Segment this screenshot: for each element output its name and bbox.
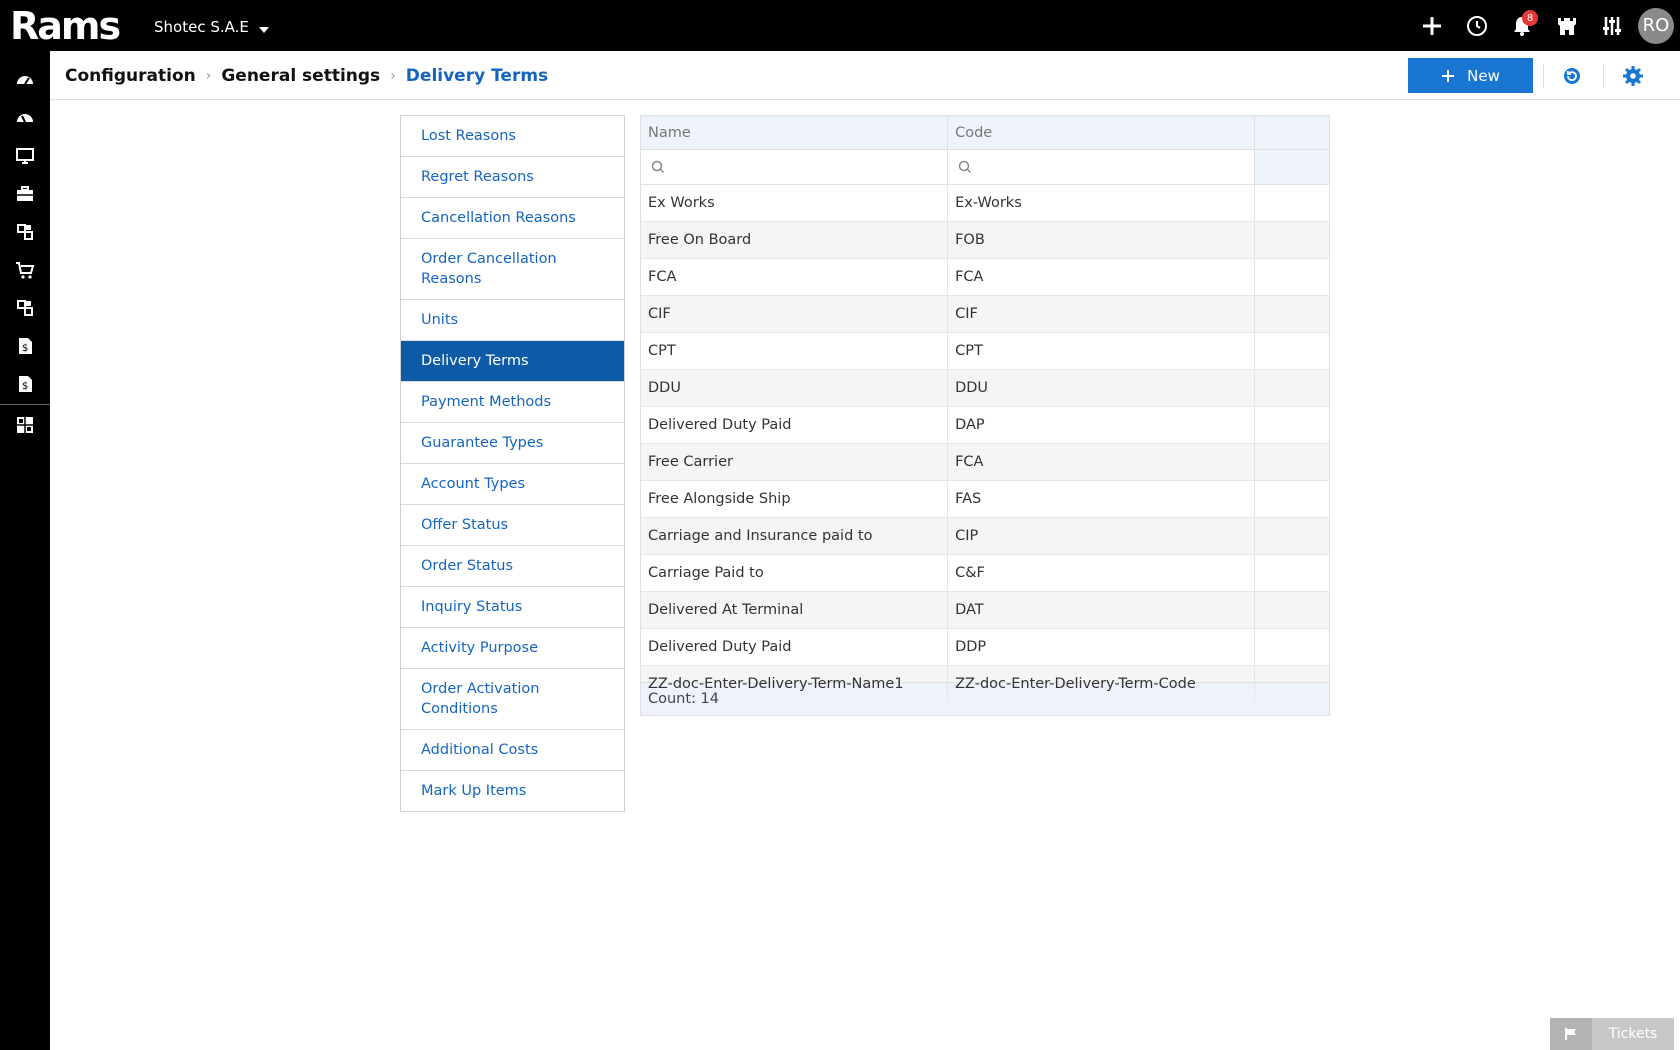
breadcrumb-chevron-icon: › <box>205 67 212 84</box>
nav-item[interactable]: Activity Purpose <box>401 628 624 669</box>
cell-actions <box>1255 333 1329 369</box>
tickets-label: Tickets <box>1608 1026 1658 1042</box>
modules-icon[interactable] <box>0 213 50 251</box>
gear-icon[interactable] <box>1620 63 1646 89</box>
nav-item[interactable]: Regret Reasons <box>401 157 624 198</box>
cell-actions <box>1255 407 1329 443</box>
monitor-icon[interactable] <box>0 137 50 175</box>
cell-actions <box>1255 666 1329 702</box>
column-header-name[interactable]: Name <box>641 116 948 149</box>
cell-actions <box>1255 370 1329 406</box>
delivery-terms-grid <box>640 115 1330 716</box>
filter-row <box>641 150 1329 185</box>
dashboard-alt-icon[interactable] <box>0 99 50 137</box>
cell-actions <box>1255 592 1329 628</box>
configuration-icon[interactable] <box>0 406 50 444</box>
table-row[interactable] <box>641 518 1329 555</box>
nav-item[interactable]: Mark Up Items <box>421 783 527 799</box>
code-filter-input[interactable] <box>978 159 1244 175</box>
table-row[interactable] <box>641 592 1329 629</box>
breadcrumb <box>65 51 548 100</box>
castle-icon[interactable] <box>1544 0 1589 51</box>
cell-code: Ex-Works <box>948 185 1255 221</box>
flag-icon <box>1550 1018 1592 1050</box>
breadcrumb-general-settings[interactable]: General settings <box>221 65 381 86</box>
cell-code: FCA <box>948 259 1255 295</box>
cell-actions <box>1255 555 1329 591</box>
filter-blank <box>1255 150 1329 184</box>
nav-item[interactable]: Payment Methods <box>401 382 624 423</box>
cell-actions <box>1255 296 1329 332</box>
cell-name: CIF <box>641 296 948 332</box>
cell-name: ZZ-doc-Enter-Delivery-Term-Name1 <box>641 666 948 702</box>
svg-text:$: $ <box>22 343 29 354</box>
table-row[interactable] <box>641 259 1329 296</box>
sliders-icon[interactable] <box>1589 0 1634 51</box>
new-button[interactable] <box>1408 58 1533 93</box>
cell-name: Free Carrier <box>641 444 948 480</box>
nav-item[interactable]: Order Activation Conditions <box>401 669 624 730</box>
grid-body[interactable] <box>641 185 1329 692</box>
breadcrumb-current: Delivery Terms <box>405 65 549 86</box>
name-filter-input[interactable] <box>671 159 937 175</box>
nav-item[interactable]: Order Status <box>401 546 624 587</box>
modules-alt-icon[interactable] <box>0 289 50 327</box>
cell-name: Ex Works <box>641 185 948 221</box>
table-row[interactable] <box>641 333 1329 370</box>
search-icon <box>651 160 665 174</box>
cell-actions <box>1255 481 1329 517</box>
plus-icon <box>1441 69 1455 83</box>
cell-code: FCA <box>948 444 1255 480</box>
cell-actions <box>1255 444 1329 480</box>
cell-name: Free Alongside Ship <box>641 481 948 517</box>
breadcrumb-configuration[interactable]: Configuration <box>65 65 196 86</box>
company-name: Shotec S.A.E <box>154 18 249 36</box>
history-icon[interactable] <box>1454 0 1499 51</box>
grid-header <box>641 116 1329 150</box>
cell-code: DDP <box>948 629 1255 665</box>
top-bar <box>0 0 1680 51</box>
search-icon <box>958 160 972 174</box>
cell-name: Carriage Paid to <box>641 555 948 591</box>
table-row[interactable] <box>641 444 1329 481</box>
code-filter <box>948 150 1255 184</box>
nav-item[interactable]: Order Cancellation Reasons <box>401 239 624 300</box>
notification-badge: 8 <box>1522 10 1538 26</box>
cell-code: C&F <box>948 555 1255 591</box>
cell-actions <box>1255 518 1329 554</box>
breadcrumb-chevron-icon: › <box>390 67 396 84</box>
settings-nav <box>400 115 625 812</box>
app-logo[interactable] <box>10 6 119 46</box>
cell-name: Delivered Duty Paid <box>641 629 948 665</box>
column-header-actions <box>1255 116 1329 149</box>
nav-item[interactable]: Lost Reasons <box>401 116 624 157</box>
cell-actions <box>1255 222 1329 258</box>
table-row[interactable] <box>641 185 1329 222</box>
cell-code: FAS <box>948 481 1255 517</box>
table-row[interactable] <box>641 481 1329 518</box>
top-actions <box>1409 0 1680 51</box>
cell-code: DAP <box>948 407 1255 443</box>
nav-item[interactable]: Guarantee Types <box>401 423 624 464</box>
cell-code: FOB <box>948 222 1255 258</box>
table-row[interactable] <box>641 222 1329 259</box>
nav-item[interactable]: Inquiry Status <box>401 587 624 628</box>
table-row[interactable] <box>641 629 1329 666</box>
sub-header <box>50 51 1680 100</box>
cell-code: ZZ-doc-Enter-Delivery-Term-Code <box>948 666 1255 702</box>
cell-name: DDU <box>641 370 948 406</box>
toolbar-divider <box>1603 64 1604 88</box>
add-icon[interactable] <box>1409 0 1454 51</box>
cell-actions <box>1255 185 1329 221</box>
table-row[interactable] <box>641 296 1329 333</box>
chevron-down-icon <box>259 27 269 33</box>
cart-icon[interactable] <box>0 251 50 289</box>
cell-code: DAT <box>948 592 1255 628</box>
nav-item[interactable]: Delivery Terms <box>401 341 624 382</box>
table-row[interactable] <box>641 666 1329 703</box>
nav-item[interactable]: Account Types <box>401 464 624 505</box>
cell-name: Delivered At Terminal <box>641 592 948 628</box>
new-button-label: New <box>1467 66 1500 85</box>
svg-text:$: $ <box>22 381 29 392</box>
nav-item[interactable]: Units <box>401 300 624 341</box>
briefcase-icon[interactable] <box>0 175 50 213</box>
column-header-code[interactable]: Code <box>948 116 1255 149</box>
nav-item[interactable]: Cancellation Reasons <box>401 198 624 239</box>
row-count: Count: 14 <box>648 691 720 707</box>
invoice-icon[interactable] <box>0 327 50 365</box>
cell-name: Free On Board <box>641 222 948 258</box>
cell-actions <box>1255 259 1329 295</box>
refresh-icon[interactable] <box>1559 63 1585 89</box>
name-filter <box>641 150 948 184</box>
cell-code: DDU <box>948 370 1255 406</box>
invoice-alt-icon[interactable] <box>0 365 50 403</box>
cell-name: CPT <box>641 333 948 369</box>
cell-name: Carriage and Insurance paid to <box>641 518 948 554</box>
table-row[interactable] <box>641 370 1329 407</box>
left-rail <box>0 51 50 1050</box>
table-row[interactable] <box>641 555 1329 592</box>
logo-text: Rams <box>10 4 120 48</box>
table-row[interactable] <box>641 407 1329 444</box>
dashboard-icon[interactable] <box>0 61 50 99</box>
avatar[interactable]: RO <box>1638 8 1674 44</box>
nav-item[interactable]: Offer Status <box>401 505 624 546</box>
notifications-icon[interactable] <box>1499 0 1544 51</box>
toolbar-divider <box>1543 64 1544 88</box>
company-selector[interactable] <box>154 18 269 36</box>
cell-actions <box>1255 629 1329 665</box>
cell-code: CPT <box>948 333 1255 369</box>
tickets-button[interactable] <box>1550 1018 1674 1050</box>
nav-item[interactable]: Additional Costs <box>401 730 624 771</box>
cell-code: CIP <box>948 518 1255 554</box>
cell-name: Delivered Duty Paid <box>641 407 948 443</box>
cell-code: CIF <box>948 296 1255 332</box>
rail-divider <box>0 404 50 405</box>
cell-name: FCA <box>641 259 948 295</box>
